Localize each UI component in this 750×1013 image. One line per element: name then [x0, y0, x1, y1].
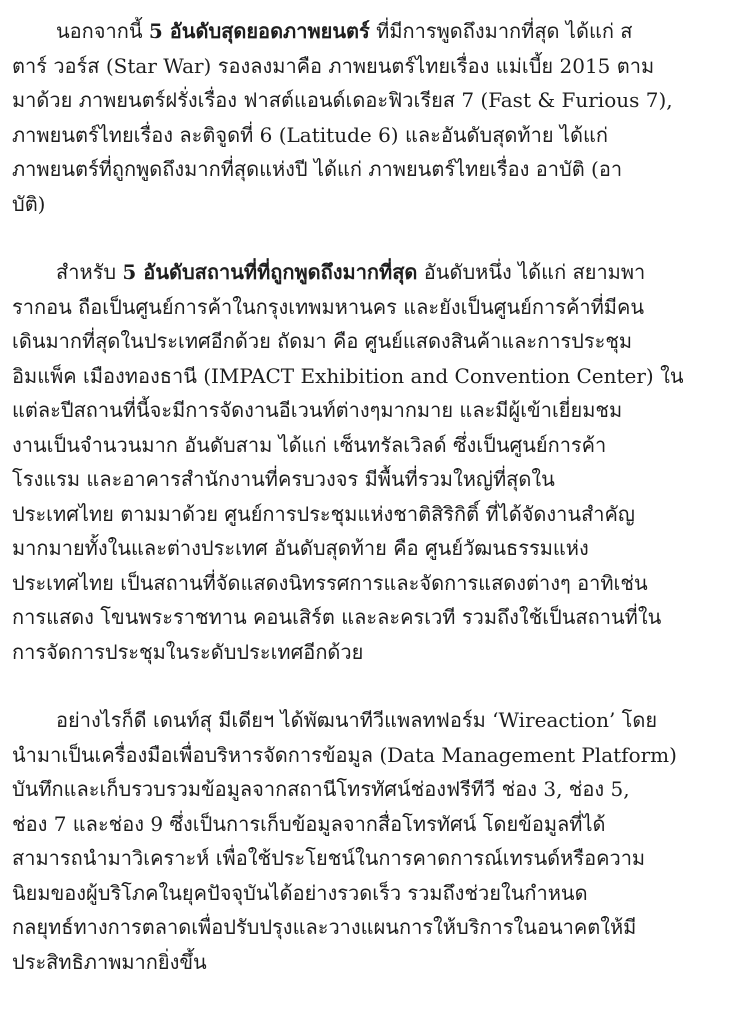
text-line [12, 910, 728, 945]
text-line [12, 324, 728, 359]
paragraph [12, 703, 728, 979]
text-segment: รากอน ถือเป็นศูนย์การค้าในกรุงเทพมหานคร และยังเป็นศูนย์การค้าที่มีคน [12, 294, 645, 319]
text-segment: มากมายทั้งในและต่างประเทศ อันดับสุดท้าย คือ ศูนย์วัฒนธรรมแห่ง [12, 536, 589, 560]
text-line [12, 945, 728, 980]
text-line [12, 497, 728, 532]
text-line [12, 187, 728, 222]
text-segment: อิมแพ็ค เมืองทองธานี (IMPACT Exhibition and Convention Center) ใน [12, 363, 684, 388]
paragraph [12, 14, 728, 221]
text-line [12, 531, 728, 566]
text-segment: กลยุทธ์ทางการตลาดเพื่อปรับปรุงและวางแผนการให้บริการในอนาคตให้มี [12, 915, 637, 939]
bold-text-segment: 5 อันดับสุดยอดภาพยนตร์ [148, 19, 370, 43]
text-segment: ตาร์ วอร์ส (Star War) รองลงมาคือ ภาพยนตร์ไทยเรื่อง แม่เบี้ย 2015 ตาม [12, 53, 655, 78]
text-segment: นอกจากนี้ [56, 19, 149, 43]
text-line [12, 290, 728, 325]
text-line [12, 83, 728, 118]
text-segment: เดินมากที่สุดในประเทศอีกด้วย ถัดมา คือ ศูนย์แสดงสินค้าและการประชุม [12, 329, 633, 353]
text-line [12, 876, 728, 911]
text-segment: โรงแรม และอาคารสำนักงานที่ครบวงจร มีพื้นที่รวมใหญ่ที่สุดใน [12, 467, 555, 491]
text-segment: สามารถนำมาวิเคราะห์ เพื่อใช้ประโยชน์ในการคาดการณ์เทรนด์หรือความ [12, 846, 646, 870]
text-line [12, 359, 728, 394]
text-segment: นำมาเป็นเครื่องมือเพื่อบริหารจัดการข้อมูล (Data Management Platform) [12, 742, 677, 767]
text-line [12, 14, 728, 49]
text-line [12, 255, 728, 290]
text-segment: อันดับหนึ่ง ได้แก่ สยามพา [417, 260, 646, 284]
text-segment: ที่มีการพูดถึงมากที่สุด ได้แก่ ส [369, 19, 633, 43]
text-line [12, 703, 728, 738]
text-segment: แต่ละปีสถานที่นี้จะมีการจัดงานอีเวนท์ต่างๆมากมาย และมีผู้เข้าเยี่ยมชม [12, 398, 623, 422]
text-segment: นิยมของผู้บริโภคในยุคปัจจุบันได้อย่างรวดเร็ว รวมถึงช่วยในกำหนด [12, 880, 588, 905]
text-segment: ประเทศไทย ตามมาด้วย ศูนย์การประชุมแห่งชาติสิริกิติ์ ที่ได้จัดงานสำคัญ [12, 501, 635, 526]
bold-text-segment: 5 อันดับสถานที่ที่ถูกพูดถึงมากที่สุด [122, 260, 418, 284]
text-line [12, 152, 728, 187]
paragraph [12, 255, 728, 669]
text-line [12, 462, 728, 497]
text-segment: ช่อง 7 และช่อง 9 ซึ่งเป็นการเก็บข้อมูลจากสื่อโทรทัศน์ โดยข้อมูลที่ได้ [12, 811, 606, 836]
text-segment: ภาพยนตร์ที่ถูกพูดถึงมากที่สุดแห่งปี ได้แก่ ภาพยนตร์ไทยเรื่อง อาบัติ (อา [12, 157, 623, 181]
text-segment: ภาพยนตร์ไทยเรื่อง ละติจูดที่ 6 (Latitude 6) และอันดับสุดท้าย ได้แก่ [12, 122, 608, 147]
text-line [12, 738, 728, 773]
text-line [12, 600, 728, 635]
text-segment: ประเทศไทย เป็นสถานที่จัดแสดงนิทรรศการและจัดการแสดงต่างๆ อาทิเช่น [12, 570, 648, 595]
text-segment: ประสิทธิภาพมากยิ่งขึ้น [12, 949, 207, 974]
text-line [12, 841, 728, 876]
article-body [12, 14, 728, 1013]
text-segment: งานเป็นจำนวนมาก อันดับสาม ได้แก่ เซ็นทรัลเวิลด์ ซึ่งเป็นศูนย์การค้า [12, 432, 607, 457]
text-line [12, 49, 728, 84]
text-line [12, 566, 728, 601]
text-segment: สำหรับ [56, 260, 123, 284]
text-line [12, 393, 728, 428]
text-line [12, 807, 728, 842]
text-segment: การแสดง โขนพระราชทาน คอนเสิร์ต และละครเวที รวมถึงใช้เป็นสถานที่ใน [12, 605, 662, 629]
text-segment: บันทึกและเก็บรวบรวมข้อมูลจากสถานีโทรทัศน์ช่องฟรีทีวี ช่อง 3, ช่อง 5, [12, 777, 630, 801]
text-segment: การจัดการประชุมในระดับประเทศอีกด้วย [12, 639, 364, 664]
text-line [12, 118, 728, 153]
text-line [12, 428, 728, 463]
text-segment: บัติ) [12, 191, 46, 216]
text-segment: มาด้วย ภาพยนตร์ฝรั่งเรื่อง ฟาสต์แอนด์เดอะฟิวเรียส 7 (Fast & Furious 7), [12, 88, 673, 112]
text-line [12, 772, 728, 807]
text-segment: อย่างไรก็ดี เดนท์สุ มีเดียฯ ได้พัฒนาทีวีแพลทฟอร์ม ‘Wireaction’ โดย [56, 708, 658, 732]
text-line [12, 635, 728, 670]
